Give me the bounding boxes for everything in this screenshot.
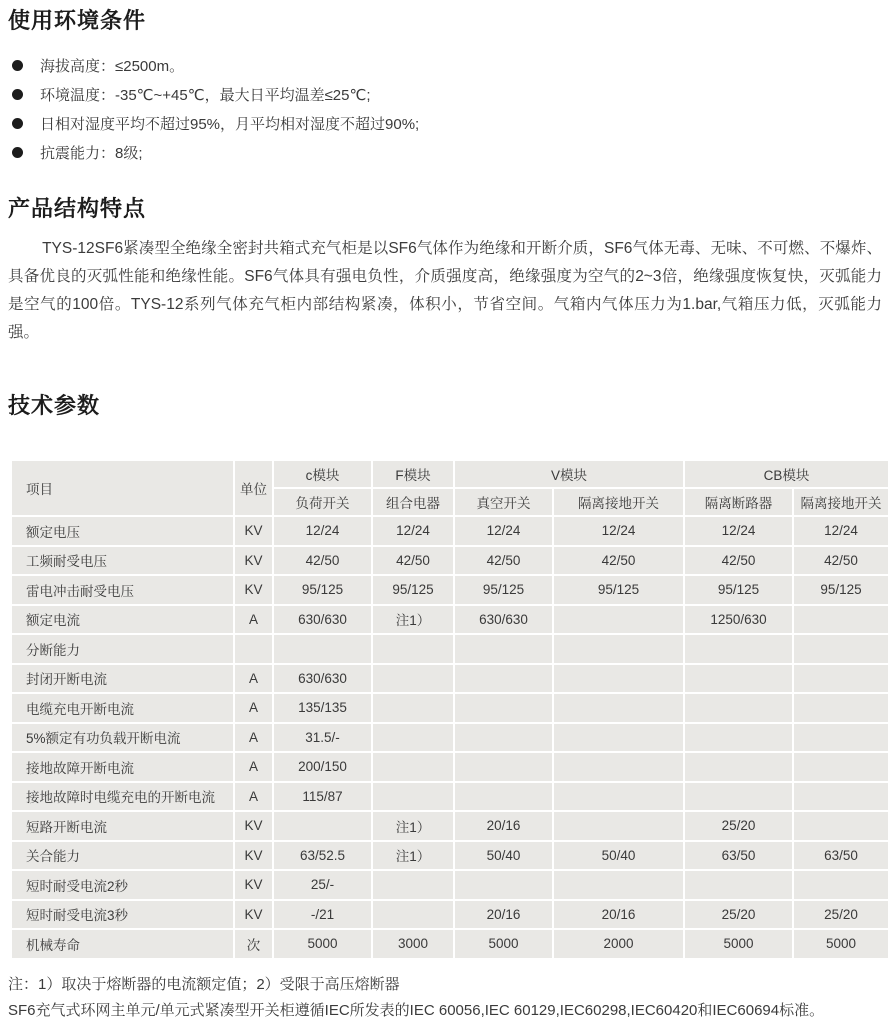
param-unit-cell: KV	[234, 516, 273, 546]
param-value-cell	[372, 664, 454, 694]
param-unit-cell: A	[234, 605, 273, 635]
param-value-cell: 200/150	[273, 752, 372, 782]
param-value-cell	[793, 782, 889, 812]
param-value-cell	[454, 723, 553, 753]
param-value-cell	[372, 693, 454, 723]
param-value-cell	[553, 752, 684, 782]
column-header-vacuum-switch: 真空开关	[454, 488, 553, 516]
param-unit-cell: 次	[234, 929, 273, 959]
param-value-cell	[793, 870, 889, 900]
param-value-cell	[684, 870, 793, 900]
bullet-icon	[12, 118, 23, 129]
param-value-cell: 注1）	[372, 841, 454, 871]
param-unit-cell: KV	[234, 900, 273, 930]
param-value-cell: 12/24	[553, 516, 684, 546]
table-row	[11, 634, 889, 664]
param-unit-cell: A	[234, 664, 273, 694]
list-item	[8, 80, 882, 109]
param-value-cell: 20/16	[553, 900, 684, 930]
param-name-cell: 5%额定有功负载开断电流	[11, 723, 234, 753]
section-title-environment: 使用环境条件	[8, 8, 147, 33]
table-row	[11, 516, 889, 546]
param-name-cell: 雷电冲击耐受电压	[11, 575, 234, 605]
param-value-cell: 1250/630	[684, 605, 793, 635]
param-value-cell	[684, 752, 793, 782]
bullet-icon	[12, 89, 23, 100]
param-name-cell: 机械寿命	[11, 929, 234, 959]
column-header-combined-apparatus: 组合电器	[372, 488, 454, 516]
table-row	[11, 900, 889, 930]
list-item-text: 日相对湿度平均不超过95%，月平均相对湿度不超过90%;	[40, 116, 420, 133]
table-row	[11, 841, 889, 871]
param-value-cell: 42/50	[684, 546, 793, 576]
param-value-cell: 5000	[273, 929, 372, 959]
column-header-unit: 单位	[234, 460, 273, 516]
param-value-cell	[372, 782, 454, 812]
param-value-cell: 25/20	[684, 811, 793, 841]
param-unit-cell: KV	[234, 546, 273, 576]
param-value-cell	[684, 782, 793, 812]
param-value-cell	[454, 870, 553, 900]
section-structure	[8, 196, 882, 347]
param-value-cell: 630/630	[273, 605, 372, 635]
param-name-cell: 工频耐受电压	[11, 546, 234, 576]
table-row	[11, 782, 889, 812]
parameters-table-header	[11, 460, 889, 516]
param-value-cell	[793, 752, 889, 782]
param-value-cell	[684, 664, 793, 694]
table-row	[11, 723, 889, 753]
param-value-cell: 42/50	[273, 546, 372, 576]
header-row-groups	[11, 460, 889, 488]
param-value-cell: 12/24	[372, 516, 454, 546]
param-value-cell: 31.5/-	[273, 723, 372, 753]
table-notes	[8, 972, 882, 1024]
param-value-cell	[684, 693, 793, 723]
table-row	[11, 811, 889, 841]
param-name-cell: 关合能力	[11, 841, 234, 871]
param-value-cell	[793, 664, 889, 694]
param-value-cell: 5000	[793, 929, 889, 959]
param-value-cell	[793, 634, 889, 664]
param-value-cell	[273, 811, 372, 841]
param-value-cell: 50/40	[454, 841, 553, 871]
param-value-cell	[684, 723, 793, 753]
list-item-text: 海拔高度：≤2500m。	[40, 58, 185, 75]
param-value-cell	[553, 723, 684, 753]
param-name-cell: 短时耐受电流3秒	[11, 900, 234, 930]
bullet-icon	[12, 60, 23, 71]
table-row	[11, 664, 889, 694]
param-value-cell	[454, 664, 553, 694]
param-value-cell	[454, 693, 553, 723]
param-unit-cell: A	[234, 752, 273, 782]
param-value-cell: 42/50	[793, 546, 889, 576]
note-line: 注：1）取决于熔断器的电流额定值；2）受限于高压熔断器	[8, 975, 400, 993]
param-value-cell: 50/40	[553, 841, 684, 871]
section-title-structure: 产品结构特点	[8, 196, 147, 221]
table-row	[11, 546, 889, 576]
param-value-cell: 42/50	[553, 546, 684, 576]
param-name-cell: 短路开断电流	[11, 811, 234, 841]
param-value-cell: 95/125	[372, 575, 454, 605]
param-value-cell: 12/24	[273, 516, 372, 546]
param-name-cell: 额定电流	[11, 605, 234, 635]
parameters-table-body	[11, 516, 889, 959]
param-unit-cell	[234, 634, 273, 664]
section-title-parameters: 技术参数	[8, 393, 101, 418]
param-value-cell: 42/50	[372, 546, 454, 576]
param-value-cell: 95/125	[553, 575, 684, 605]
column-header-item: 项目	[11, 460, 234, 516]
table-row	[11, 929, 889, 959]
param-value-cell: 注1）	[372, 605, 454, 635]
param-value-cell: 25/-	[273, 870, 372, 900]
param-value-cell	[454, 782, 553, 812]
param-value-cell	[372, 752, 454, 782]
column-header-isolating-earthing-switch-cb: 隔离接地开关	[793, 488, 889, 516]
param-value-cell: 12/24	[454, 516, 553, 546]
param-value-cell	[793, 723, 889, 753]
param-value-cell: 5000	[454, 929, 553, 959]
param-value-cell: 95/125	[684, 575, 793, 605]
list-item	[8, 138, 882, 167]
param-name-cell: 接地故障时电缆充电的开断电流	[11, 782, 234, 812]
param-value-cell	[454, 752, 553, 782]
param-value-cell: 95/125	[793, 575, 889, 605]
param-value-cell	[372, 723, 454, 753]
param-value-cell	[793, 693, 889, 723]
param-value-cell	[553, 870, 684, 900]
column-group-c-module: c模块	[273, 460, 372, 488]
param-value-cell: 95/125	[273, 575, 372, 605]
list-item	[8, 109, 882, 138]
param-value-cell: 63/50	[793, 841, 889, 871]
param-value-cell	[553, 634, 684, 664]
param-value-cell: 115/87	[273, 782, 372, 812]
param-value-cell: 20/16	[454, 811, 553, 841]
table-row	[11, 752, 889, 782]
param-unit-cell: A	[234, 723, 273, 753]
column-group-cb-module: CB模块	[684, 460, 889, 488]
param-value-cell: 5000	[684, 929, 793, 959]
param-value-cell: 3000	[372, 929, 454, 959]
param-value-cell: 25/20	[793, 900, 889, 930]
param-value-cell	[553, 664, 684, 694]
param-value-cell: 63/52.5	[273, 841, 372, 871]
parameters-table	[10, 459, 890, 960]
column-header-load-switch: 负荷开关	[273, 488, 372, 516]
column-header-isolating-breaker: 隔离断路器	[684, 488, 793, 516]
column-group-f-module: F模块	[372, 460, 454, 488]
param-value-cell: 25/20	[684, 900, 793, 930]
param-value-cell: 95/125	[454, 575, 553, 605]
note-line: SF6充气式环网主单元/单元式紧凑型开关柜遵循IEC所发表的IEC 60056,IEC 60129,IEC60298,IEC60420和IEC60694标准。	[8, 1001, 825, 1019]
list-item	[8, 51, 882, 80]
param-value-cell: 12/24	[793, 516, 889, 546]
environment-list	[8, 51, 882, 167]
param-name-cell: 分断能力	[11, 634, 234, 664]
table-row	[11, 575, 889, 605]
param-value-cell	[454, 634, 553, 664]
param-value-cell: 42/50	[454, 546, 553, 576]
param-unit-cell: KV	[234, 841, 273, 871]
section-environment	[8, 8, 882, 167]
param-value-cell: 63/50	[684, 841, 793, 871]
table-row	[11, 870, 889, 900]
param-name-cell: 电缆充电开断电流	[11, 693, 234, 723]
param-value-cell	[553, 693, 684, 723]
section-parameters	[8, 393, 882, 1024]
list-item-text: 抗震能力：8级;	[40, 145, 143, 162]
param-value-cell: 630/630	[273, 664, 372, 694]
param-value-cell: 2000	[553, 929, 684, 959]
param-value-cell: 630/630	[454, 605, 553, 635]
param-unit-cell: KV	[234, 811, 273, 841]
param-value-cell	[553, 605, 684, 635]
param-value-cell: 注1）	[372, 811, 454, 841]
bullet-icon	[12, 147, 23, 158]
param-unit-cell: A	[234, 782, 273, 812]
param-value-cell	[793, 811, 889, 841]
param-value-cell: 20/16	[454, 900, 553, 930]
param-name-cell: 封闭开断电流	[11, 664, 234, 694]
structure-paragraph: TYS-12SF6紧凑型全绝缘全密封共箱式充气柜是以SF6气体作为绝缘和开断介质，SF6气体无毒、无味、不可燃、不爆炸、具备优良的灭弧性能和绝缘性能。SF6气体具有强电负性，介质强度高，绝缘强度为空气的2~3倍，绝缘强度恢复快，灭弧能力是空气的100倍。TYS-12系列气体充气柜内部结构紧凑，体积小，节省空间。气箱内气体压力为1.bar,气箱压力低，灭弧能力强。	[8, 240, 882, 341]
param-unit-cell: KV	[234, 575, 273, 605]
param-value-cell: -/21	[273, 900, 372, 930]
param-value-cell	[553, 782, 684, 812]
param-value-cell	[553, 811, 684, 841]
table-row	[11, 693, 889, 723]
param-value-cell: 135/135	[273, 693, 372, 723]
param-unit-cell: A	[234, 693, 273, 723]
param-value-cell	[372, 634, 454, 664]
param-value-cell	[273, 634, 372, 664]
table-row	[11, 605, 889, 635]
param-unit-cell: KV	[234, 870, 273, 900]
list-item-text: 环境温度：-35℃~+45℃，最大日平均温差≤25℃;	[40, 87, 371, 104]
param-value-cell: 12/24	[684, 516, 793, 546]
param-value-cell	[684, 634, 793, 664]
param-value-cell	[372, 900, 454, 930]
param-value-cell	[372, 870, 454, 900]
param-value-cell	[793, 605, 889, 635]
column-group-v-module: V模块	[454, 460, 684, 488]
param-name-cell: 额定电压	[11, 516, 234, 546]
param-name-cell: 接地故障开断电流	[11, 752, 234, 782]
param-name-cell: 短时耐受电流2秒	[11, 870, 234, 900]
column-header-isolating-earthing-switch-v: 隔离接地开关	[553, 488, 684, 516]
